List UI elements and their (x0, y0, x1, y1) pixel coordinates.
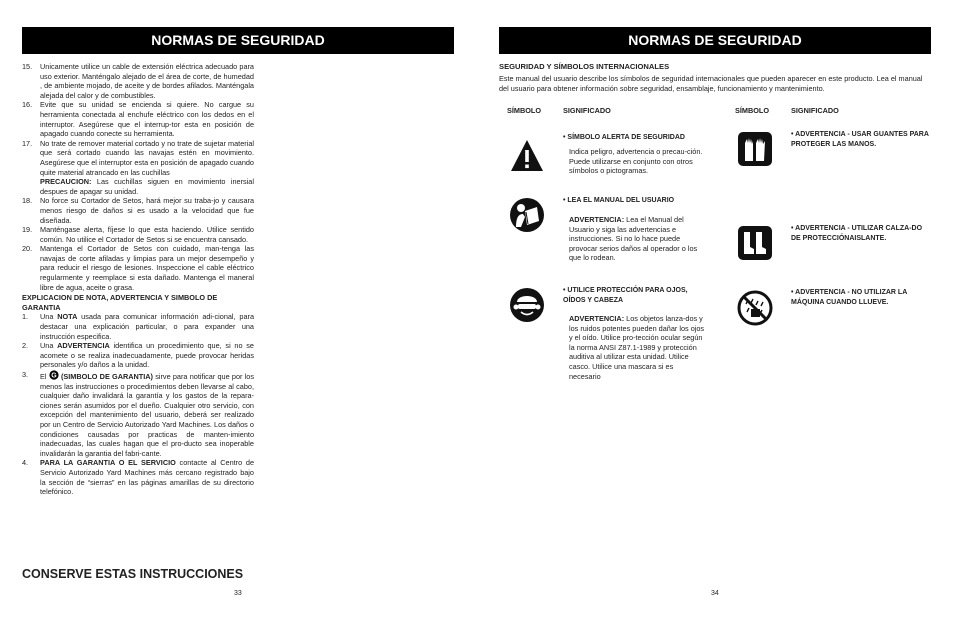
symbol-label: • UTILICE PROTECCIÓN PARA OJOS, OÍDOS Y CABEZA (563, 287, 688, 304)
symbol-description: ADVERTENCIA: Lea el Manual del Usuario y siga las advertencias e instrucciones. Si no lo hace puede provocar serios daños al operador o los que lo rodean. (569, 215, 698, 263)
list-item: 19. Manténgase alerta, fíjese lo que esta haciendo. Utilice sentido común. No utilice el Cortador de Setos si se encuentra cansado. (22, 225, 254, 244)
symbol-label: • ADVERTENCIA - USAR GUANTES PARA PROTEGER LAS MANOS. (791, 131, 929, 148)
symbol-label: • ADVERTENCIA - UTILIZAR CALZA-DO DE PROTECCIÓNAISLANTE. (791, 225, 923, 242)
list-item: 15. Unicamente utilice un cable de extensión eléctrica adecuado para uso exterior. Manténgalo alejado de el área de corte, de humedad , de ambiente mojado, de aceite y de bordes afilados. Manténgala alejada del calor y de combustibles. (22, 62, 254, 100)
list-item: 2. Una ADVERTENCIA identifica un procedimiento que, si no se acomete o se realiza inadecuadamente, puede provocar heridas personales y/o daños a la unidad. (22, 341, 254, 370)
list-item: 18. No force su Cortador de Setos, hará mejor su traba-jo y causara menos riesgo de daños si es usado a la velocidad que fue diseñada. (22, 196, 254, 225)
symbol-description: Indica peligro, advertencia o precau-ción. Puede utilizarse en conjunto con otros símbolos o pictogramas. (569, 147, 703, 176)
list-item: 17. No trate de remover material cortado y no trate de sujetar material que será cortado cuando las navajas estén en movimiento. Asegúrese que el interruptor esta en posición de apagado cuando quite material atrancado en las cuchillas PRECAUCION: Las cuchillas siguen en movimiento inersial despues de apagar su unidad. (22, 138, 254, 196)
explanation-heading: EXPLICACION DE NOTA, ADVERTENCIA Y SIMBOLO DE GARANTIA (22, 293, 218, 312)
list-item: 16. Evite que su unidad se encienda si quiere. No cargue su herramienta conectada al enchufe eléctrico con los dedos en el interruptor. Asegúrese que el interrup-tor esta en posición de apagado cuando conecte su herramienta. (22, 100, 254, 139)
safety-rules-list (22, 62, 254, 497)
conserve-heading: CONSERVE ESTAS INSTRUCCIONES (22, 567, 244, 581)
section-banner: NORMAS DE SEGURIDAD (499, 27, 931, 54)
list-item: 3. El G (SIMBOLO DE GARANTIA) sirve para notificar que por los menos las instrucciones o procedimientos deben llevarse al cabo, cualquier daño invalidará la garantía y los gastos de la repara-ciones serán asumidos por el dueño. Cualquier otro servicio, con excepción del mantenimiento del usuario, deberá ser realizado por un Centro de Servicio Autorizado Yard Machines. Los daños o condiciones causadas por practicas de manten-imiento inadecuadas, las cuales hagan que el pro-ducto sea inoperable invalidarán la garantia del fabri-cante. (22, 370, 255, 458)
intro-paragraph: Este manual del usuario describe los símbolos de seguridad internacionales que pueden aparecer en este producto. Lea el manual del usuario para obtener información sobre seguridad, ensamblaje, funcionamiento y mantenimiento. (499, 74, 923, 93)
symbol-label: • SÍMBOLO ALERTA DE SEGURIDAD (563, 134, 685, 141)
warranty-symbol-icon (49, 370, 59, 380)
boots-icon (737, 225, 773, 261)
page-number: 34 (711, 590, 719, 597)
symbol-label: • ADVERTENCIA - NO UTILIZAR LA MÁQUINA CUANDO LLUEVE. (791, 289, 907, 306)
warning-triangle-icon (509, 138, 545, 174)
svg-text:G: G (51, 372, 57, 380)
column-header-meaning: SIGNIFICADO (563, 106, 611, 115)
gloves-icon (737, 131, 773, 167)
list-item: 4. PARA LA GARANTIA O EL SERVICIO contacte al Centro de Servicio Autorizado Yard Machines más cercano registrado bajo la sección de “sierras” en las páginas amarillas de su directorio telefónico. (22, 458, 255, 497)
column-header-meaning: SIGNIFICADO (791, 106, 839, 115)
column-header-symbol: SÍMBOLO (507, 106, 542, 115)
page-34 (477, 0, 954, 618)
symbol-description: ADVERTENCIA: Los objetos lanza-dos y los ruidos potentes pueden dañar los ojos y el oído. Utilice pro-tección ocular según la norma ANSI Z87.1-1989 y protección auditiva al utilizar esta unidad. Utilice casco. Utilice una mascara si es necesario (569, 314, 705, 381)
section-banner: NORMAS DE SEGURIDAD (22, 27, 454, 54)
section-title: SEGURIDAD Y SÍMBOLOS INTERNACIONALES (499, 62, 670, 71)
page-number: 33 (234, 590, 242, 597)
caution-label: PRECAUCION: (40, 177, 92, 187)
no-rain-icon (737, 290, 773, 326)
list-item: 20. Mantenga el Cortador de Setos con cuidado, man-tenga las navajas de corte afiladas y limpias para un mejor desempeño y para reducir el riesgo de lesiones. Inspeccione el cable eléctrico regularmente y reemplace si esta dañado. Mantenga el maneral libre de agua, aceite o grasa. (22, 244, 254, 292)
symbol-label: • LEA EL MANUAL DEL USUARIO (563, 197, 675, 204)
eye-ear-head-protection-icon (509, 287, 545, 323)
column-header-symbol: SÍMBOLO (735, 106, 770, 115)
list-item: 1. Una NOTA usada para comunicar información adi-cional, para destacar una explicación particular, o para expander una instrucción especifica. (22, 312, 255, 341)
read-manual-icon (509, 197, 545, 233)
